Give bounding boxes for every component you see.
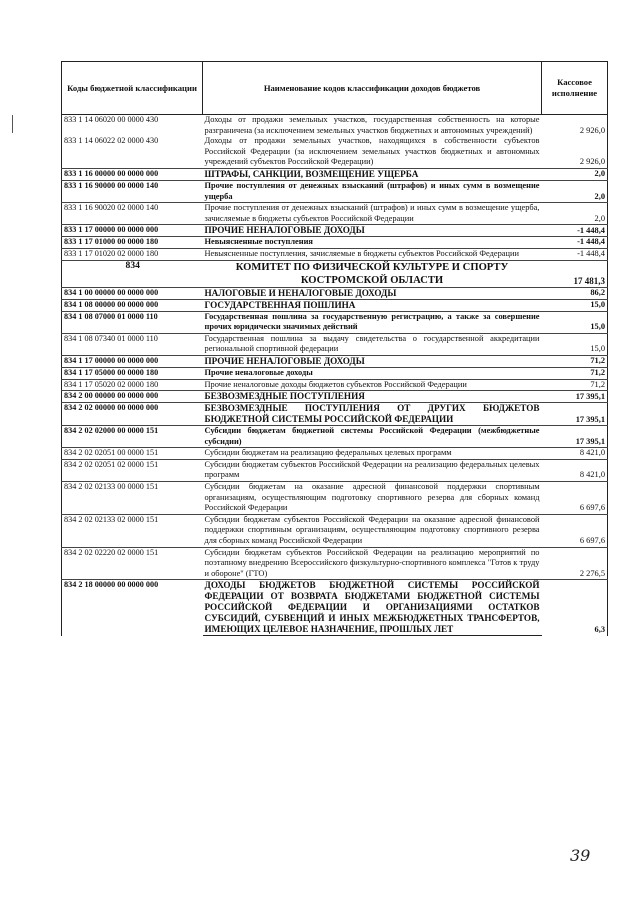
row-name: КОМИТЕТ ПО ФИЗИЧЕСКОЙ КУЛЬТУРЕ И СПОРТУ КОСТРОМСКОЙ ОБЛАСТИ	[203, 260, 542, 287]
column-header-names: Наименование кодов классификации доходов бюджетов	[203, 62, 542, 115]
row-name: Прочие поступления от денежных взысканий (штрафов) и иных сумм в возмещение ущерба, зачисляемые в бюджеты субъектов Российской Федерации	[203, 203, 542, 225]
row-name: ПРОЧИЕ НЕНАЛОГОВЫЕ ДОХОДЫ	[203, 225, 542, 237]
row-code: 834 1 00 00000 00 0000 000	[62, 287, 203, 299]
margin-mark	[12, 115, 13, 133]
row-code: 833 1 16 90020 02 0000 140	[62, 203, 203, 225]
row-name: Прочие неналоговые доходы	[203, 367, 542, 379]
table-row	[62, 482, 608, 515]
row-code: 834 2 02 02133 00 0000 151	[62, 482, 203, 515]
row-code: 833 1 17 01000 00 0000 180	[62, 237, 203, 249]
table-row	[62, 287, 608, 299]
table-row	[62, 580, 608, 636]
table-row	[62, 367, 608, 379]
row-amount: 17 395,1	[542, 426, 608, 448]
table-row	[62, 225, 608, 237]
row-name: ШТРАФЫ, САНКЦИИ, ВОЗМЕЩЕНИЕ УЩЕРБА	[203, 168, 542, 180]
row-code: 834 1 17 00000 00 0000 000	[62, 355, 203, 367]
row-code: 834	[62, 260, 203, 287]
row-amount: 15,0	[542, 299, 608, 311]
row-amount: 2,0	[542, 180, 608, 202]
row-name: Прочие поступления от денежных взысканий (штрафов) и иных сумм в возмещение ущерба	[203, 180, 542, 202]
row-code: 834 2 00 00000 00 0000 000	[62, 391, 203, 403]
table-row	[62, 248, 608, 260]
table-row	[62, 547, 608, 580]
row-amount: 2,0	[542, 203, 608, 225]
row-name: ПРОЧИЕ НЕНАЛОГОВЫЕ ДОХОДЫ	[203, 355, 542, 367]
row-name: Субсидии бюджетам субъектов Российской Федерации на оказание адресной финансовой поддержки спортивным организациям, осуществляющим подготовку спортивного резерва для сборных команд Российской Федерации	[203, 514, 542, 547]
table-body	[62, 115, 608, 636]
row-name: БЕЗВОЗМЕЗДНЫЕ ПОСТУПЛЕНИЯ ОТ ДРУГИХ БЮДЖЕТОВ БЮДЖЕТНОЙ СИСТЕМЫ РОССИЙСКОЙ ФЕДЕРАЦИИ	[204, 403, 540, 425]
column-header-amount: Кассовое исполнение	[542, 62, 608, 115]
row-amount: 71,2	[542, 379, 608, 391]
page-number: 39	[570, 846, 591, 865]
row-name: Невыясненные поступления	[203, 237, 542, 249]
row-amount: -1 448,4	[542, 225, 608, 237]
row-code: 834 1 08 00000 00 0000 000	[62, 299, 203, 311]
row-code: 833 1 14 06022 02 0000 430	[64, 136, 159, 146]
row-name: БЕЗВОЗМЕЗДНЫЕ ПОСТУПЛЕНИЯ	[203, 391, 542, 403]
row-name: ГОСУДАРСТВЕННАЯ ПОШЛИНА	[203, 299, 542, 311]
row-amount: 15,0	[542, 311, 608, 333]
row-amount: 71,2	[542, 367, 608, 379]
row-amount: 15,0	[542, 333, 608, 355]
table-row	[62, 355, 608, 367]
row-code: 834 2 02 00000 00 0000 000	[62, 403, 203, 426]
row-amount: -1 448,4	[542, 248, 608, 260]
row-code: 834 2 02 02000 00 0000 151	[62, 426, 203, 448]
table-row	[62, 379, 608, 391]
row-amount: 17 395,1	[542, 403, 608, 426]
row-amount: 17 481,3	[542, 260, 608, 287]
table-row	[62, 237, 608, 249]
row-name: Субсидии бюджетам на реализацию федеральных целевых программ	[203, 448, 542, 460]
table-row	[62, 448, 608, 460]
row-amount: 71,2	[542, 355, 608, 367]
table-row	[62, 136, 608, 168]
row-amount: 6 697,6	[542, 514, 608, 547]
table-row	[62, 459, 608, 481]
table-row	[62, 260, 608, 287]
budget-table	[61, 61, 608, 636]
row-code: 833 1 17 00000 00 0000 000	[62, 225, 203, 237]
row-code: 834 2 02 02133 02 0000 151	[62, 514, 203, 547]
row-name: Государственная пошлина за государственную регистрацию, а также за совершение прочих юридически значимых действий	[203, 311, 542, 333]
row-amount: 2 926,0	[579, 125, 605, 135]
row-code: 834 2 02 02220 02 0000 151	[62, 547, 203, 580]
row-amount: 86,2	[542, 287, 608, 299]
table-row	[62, 311, 608, 333]
row-amount: 2 926,0	[579, 157, 605, 167]
row-name: Доходы от продажи земельных участков, находящихся в собственности субъектов Российской Федерации (за исключением земельных участков бюджетных и автономных учреждений субъектов Российской Федерации)	[204, 136, 540, 167]
row-amount: 6 697,6	[542, 482, 608, 515]
row-amount: -1 448,4	[542, 237, 608, 249]
row-amount: 6,3	[542, 580, 608, 636]
row-amount: 2,0	[542, 168, 608, 180]
row-name: Субсидии бюджетам субъектов Российской Федерации на реализацию мероприятий по поэтапному внедрению Всероссийского физкультурно-спортивного комплекса "Готов к труду и обороне" (ГТО)	[203, 547, 542, 580]
row-code: 834 2 18 00000 00 0000 000	[62, 580, 203, 636]
row-name: Прочие неналоговые доходы бюджетов субъектов Российской Федерации	[203, 379, 542, 391]
row-code: 834 1 08 07000 01 0000 110	[62, 311, 203, 333]
row-code: 834 2 02 02051 02 0000 151	[62, 459, 203, 481]
row-code: 834 1 17 05020 02 0000 180	[62, 379, 203, 391]
table-header-row	[62, 62, 608, 115]
row-name: Невыясненные поступления, зачисляемые в бюджеты субъектов Российской Федерации	[203, 248, 542, 260]
row-name: Государственная пошлина за выдачу свидетельства о государственной аккредитации региональной спортивной федерации	[203, 333, 542, 355]
table-row	[62, 333, 608, 355]
row-code: 833 1 16 00000 00 0000 000	[62, 168, 203, 180]
table-row	[62, 180, 608, 202]
row-name: Субсидии бюджетам бюджетной системы Российской Федерации (межбюджетные субсидии)	[203, 426, 542, 448]
table-row	[62, 403, 608, 426]
row-amount: 8 421,0	[542, 448, 608, 460]
row-code: 833 1 17 01020 02 0000 180	[62, 248, 203, 260]
table-row	[62, 391, 608, 403]
row-name: Доходы от продажи земельных участков, государственная собственность на которые разграничена (за исключением земельных участков бюджетных и автономных учреждений)	[204, 115, 540, 135]
row-amount: 8 421,0	[542, 459, 608, 481]
table-row	[62, 203, 608, 225]
row-name: НАЛОГОВЫЕ И НЕНАЛОГОВЫЕ ДОХОДЫ	[203, 287, 542, 299]
row-code: 834 1 17 05000 00 0000 180	[62, 367, 203, 379]
row-name: ДОХОДЫ БЮДЖЕТОВ БЮДЖЕТНОЙ СИСТЕМЫ РОССИЙСКОЙ ФЕДЕРАЦИИ ОТ ВОЗВРАТА БЮДЖЕТАМИ БЮДЖЕТНОЙ СИСТЕМЫ РОССИЙСКОЙ ФЕДЕРАЦИИ И ОРГАНИЗАЦИЯМИ ОСТАТКОВ СУБСИДИЙ, СУБВЕНЦИЙ И ИНЫХ МЕЖБЮДЖЕТНЫХ ТРАНСФЕРТОВ, ИМЕЮЩИХ ЦЕЛЕВОЕ НАЗНАЧЕНИЕ, ПРОШЛЫХ ЛЕТ	[204, 580, 540, 635]
table-row	[62, 168, 608, 180]
row-code: 834 1 08 07340 01 0000 110	[62, 333, 203, 355]
column-header-codes: Коды бюджетной классификации	[62, 62, 203, 115]
row-amount: 17 395,1	[542, 391, 608, 403]
row-code: 834 2 02 02051 00 0000 151	[62, 448, 203, 460]
row-code: 833 1 14 06020 00 0000 430	[64, 115, 159, 124]
row-name: Субсидии бюджетам на оказание адресной финансовой поддержки спортивным организациям, осуществляющим подготовку спортивного резерва для сборных команд Российской Федерации	[203, 482, 542, 515]
table-row	[62, 115, 608, 137]
row-name: Субсидии бюджетам субъектов Российской Федерации на реализацию федеральных целевых программ	[203, 459, 542, 481]
table-row	[62, 299, 608, 311]
table-row	[62, 426, 608, 448]
row-code: 833 1 16 90000 00 0000 140	[62, 180, 203, 202]
row-amount: 2 276,5	[542, 547, 608, 580]
table-row	[62, 514, 608, 547]
